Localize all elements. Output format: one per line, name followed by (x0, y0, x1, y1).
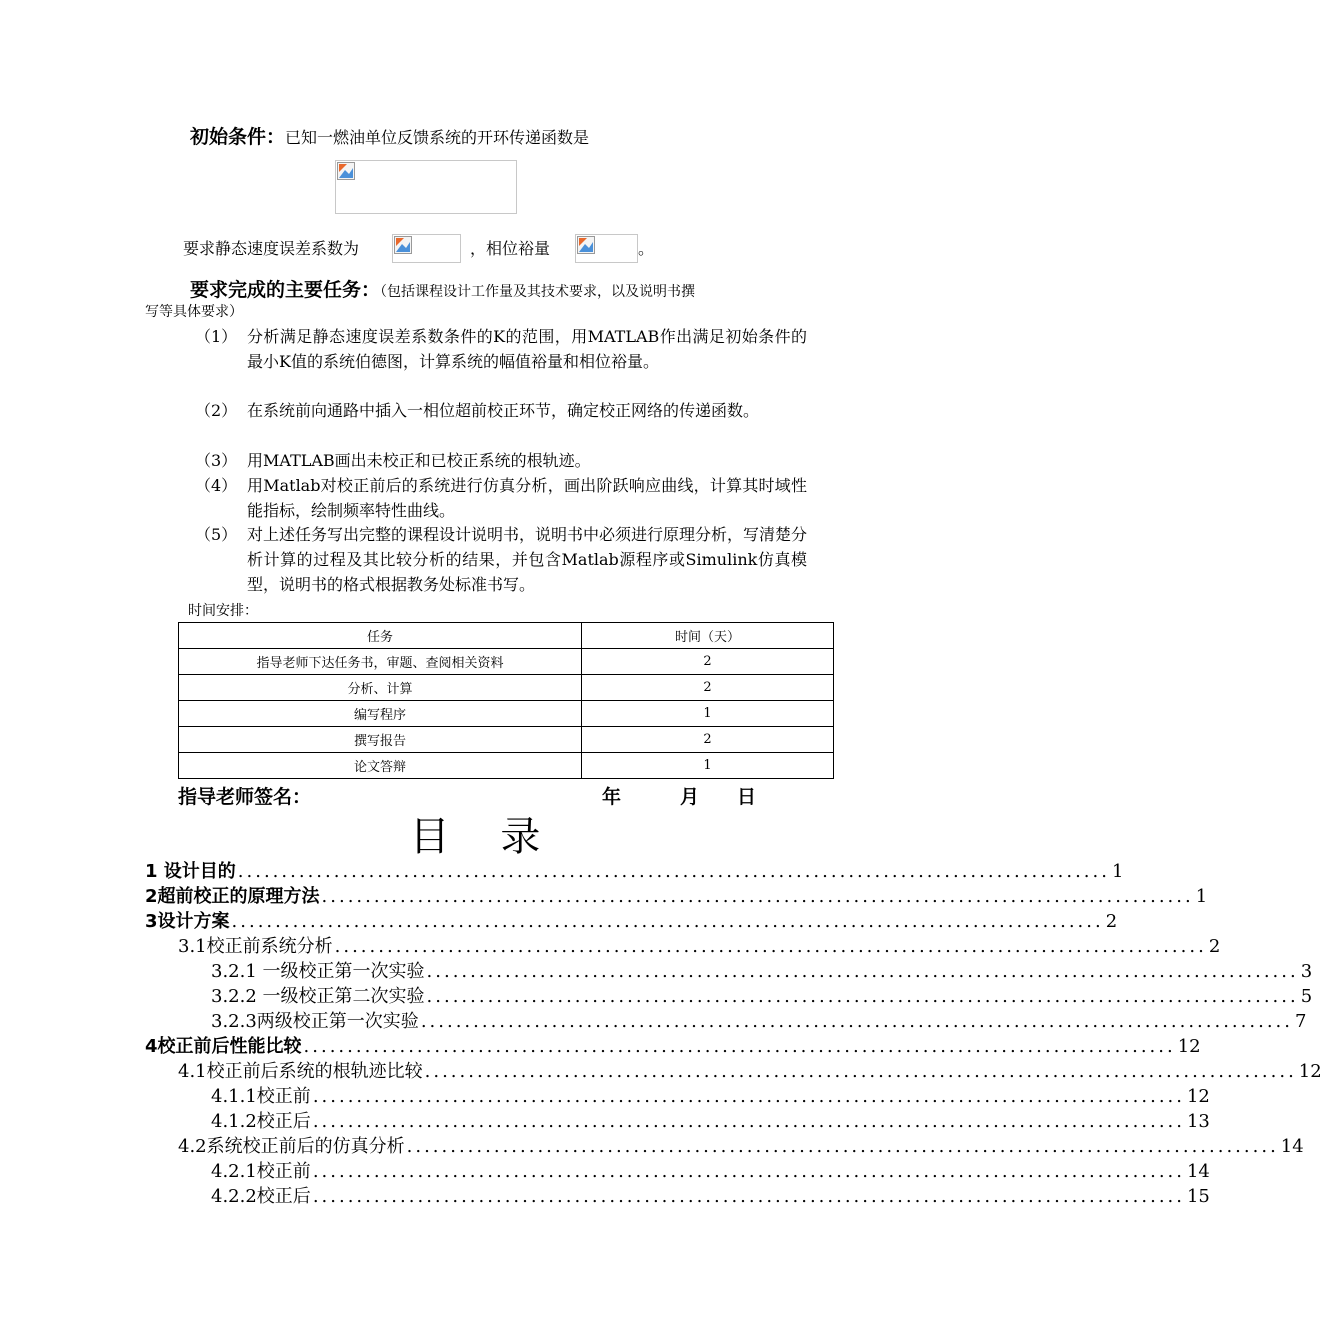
task-text: 分析满足静态速度误差系数条件的K的范围，用MATLAB作出满足初始条件的最小K值的系统伯德图，计算系统的幅值裕量和相位裕量。 (247, 327, 807, 371)
schedule-days-cell: 2 (582, 675, 834, 701)
broken-image-icon (577, 236, 595, 254)
toc-entry-page: 7 (1294, 1011, 1307, 1032)
toc-entry[interactable] (211, 1107, 1210, 1132)
tasks-heading (190, 275, 695, 302)
toc-dot-leader: .................................................................................................... (426, 961, 1299, 982)
toc-entry-page: 15 (1186, 1186, 1210, 1207)
toc-entry-page: 12 (1177, 1036, 1201, 1057)
phase-margin-image (575, 234, 638, 263)
initial-conditions-label: 初始条件： (190, 126, 286, 148)
task-number: （3） (195, 451, 238, 470)
schedule-label: 时间安排： (188, 603, 258, 619)
toc-dot-leader: .................................................................................................... (303, 1036, 1176, 1057)
toc-dot-leader: .................................................................................................... (334, 936, 1207, 957)
toc-title: 目 录 (409, 814, 541, 860)
toc-entry[interactable] (178, 1132, 1304, 1157)
toc-entry-label: 4校正前后性能比较 (145, 1036, 302, 1057)
tasks-heading-note: （包括课程设计工作量及其技术要求，以及说明书撰 (380, 284, 696, 300)
toc-entry[interactable] (211, 982, 1313, 1007)
schedule-days-cell: 2 (582, 649, 834, 675)
schedule-task-cell: 编写程序 (179, 701, 582, 727)
toc-entry[interactable] (145, 882, 1208, 907)
requirement-end: 。 (638, 239, 655, 258)
toc-entry-page: 13 (1186, 1111, 1210, 1132)
toc-entry-label: 4.2.2校正后 (211, 1186, 311, 1207)
schedule-header-row (179, 623, 834, 649)
task-text: 用Matlab对校正前后的系统进行仿真分析，画出阶跃响应曲线，计算其时域性能指标，绘制频率特性曲线。 (247, 476, 807, 520)
toc-dot-leader: .................................................................................................... (312, 1186, 1185, 1207)
toc-entry-page: 2 (1105, 911, 1118, 932)
toc-entry-page: 12 (1186, 1086, 1210, 1107)
toc-entry[interactable] (145, 857, 1124, 882)
toc-dot-leader: .................................................................................................... (237, 861, 1110, 882)
initial-conditions-text: 已知一燃油单位反馈系统的开环传递函数是 (285, 128, 590, 147)
toc-entry[interactable] (145, 1032, 1201, 1057)
schedule-days-cell: 2 (582, 727, 834, 753)
broken-image-icon (337, 162, 355, 180)
toc-entry-page: 2 (1208, 936, 1221, 957)
toc-entry[interactable] (211, 1157, 1210, 1182)
toc-entry[interactable] (211, 1182, 1210, 1207)
schedule-table (178, 622, 834, 779)
toc-entry-page: 3 (1300, 961, 1313, 982)
signature-month: 月 (680, 786, 700, 808)
schedule-header-days: 时间（天） (582, 623, 834, 649)
toc-entry-label: 2超前校正的原理方法 (145, 886, 320, 907)
schedule-task-cell: 撰写报告 (179, 727, 582, 753)
requirement-prefix: 要求静态速度误差系数为 (183, 239, 360, 258)
task-number: （1） (195, 327, 238, 346)
task-text: 用MATLAB画出未校正和已校正系统的根轨迹。 (247, 451, 591, 470)
toc-dot-leader: .................................................................................................... (321, 886, 1194, 907)
toc-entry-page: 5 (1300, 986, 1313, 1007)
table-row (179, 701, 834, 727)
toc-entry-label: 3.2.1 一级校正第一次实验 (211, 961, 425, 982)
toc-entry-page: 14 (1280, 1136, 1304, 1157)
toc-entry-label: 3设计方案 (145, 911, 230, 932)
signature-label: 指导老师签名： (178, 786, 312, 808)
schedule-days-cell: 1 (582, 753, 834, 779)
table-row (179, 727, 834, 753)
toc-entry-label: 4.2系统校正前后的仿真分析 (178, 1136, 405, 1157)
error-coefficient-image (392, 234, 461, 263)
toc-dot-leader: .................................................................................................... (424, 1061, 1297, 1082)
toc-entry-label: 4.2.1校正前 (211, 1161, 311, 1182)
task-number: （5） (195, 525, 238, 544)
task-number: （4） (195, 476, 238, 495)
schedule-task-cell: 指导老师下达任务书，审题、查阅相关资料 (179, 649, 582, 675)
toc-entry[interactable] (178, 932, 1221, 957)
table-row (179, 649, 834, 675)
initial-conditions-line (190, 125, 589, 150)
transfer-function-image (335, 160, 517, 214)
toc-entry-label: 4.1校正前后系统的根轨迹比较 (178, 1061, 423, 1082)
toc-entry[interactable] (145, 907, 1118, 932)
schedule-task-cell: 论文答辩 (179, 753, 582, 779)
broken-image-icon (394, 236, 412, 254)
toc-dot-leader: .................................................................................................... (231, 911, 1104, 932)
toc-entry[interactable] (211, 1007, 1307, 1032)
tasks-heading-label: 要求完成的主要任务： (190, 279, 381, 301)
schedule-header-task: 任务 (179, 623, 582, 649)
toc-entry-page: 1 (1111, 861, 1124, 882)
tasks-heading-note-cont: 写等具体要求） (145, 304, 243, 320)
table-row (179, 675, 834, 701)
task-text: 在系统前向通路中插入一相位超前校正环节，确定校正网络的传递函数。 (247, 401, 760, 420)
table-row (179, 753, 834, 779)
toc-entry[interactable] (211, 1082, 1210, 1107)
toc-entry-page: 12 (1298, 1061, 1322, 1082)
toc-entry-label: 4.1.2校正后 (211, 1111, 311, 1132)
toc-dot-leader: .................................................................................................... (406, 1136, 1279, 1157)
task-text: 对上述任务写出完整的课程设计说明书，说明书中必须进行原理分析，写清楚分析计算的过程及其比较分析的结果，并包含Matlab源程序或Simulink仿真模型，说明书的格式根据教务处标准书写。 (247, 525, 808, 594)
schedule-days-cell: 1 (582, 701, 834, 727)
toc-dot-leader: .................................................................................................... (312, 1161, 1185, 1182)
toc-entry-label: 1 设计目的 (145, 861, 236, 882)
toc-entry-label: 4.1.1校正前 (211, 1086, 311, 1107)
schedule-task-cell: 分析、计算 (179, 675, 582, 701)
toc-entry-label: 3.2.2 一级校正第二次实验 (211, 986, 425, 1007)
requirement-mid: ，相位裕量 (470, 239, 551, 258)
toc-entry[interactable] (178, 1057, 1322, 1082)
toc-entry-page: 1 (1195, 886, 1208, 907)
toc-entry-label: 3.2.3两级校正第一次实验 (211, 1011, 419, 1032)
toc-dot-leader: .................................................................................................... (312, 1111, 1185, 1132)
signature-year: 年 (602, 786, 622, 808)
toc-entry[interactable] (211, 957, 1313, 982)
toc-dot-leader: .................................................................................................... (426, 986, 1299, 1007)
toc-entry-page: 14 (1186, 1161, 1210, 1182)
task-number: （2） (195, 401, 238, 420)
signature-day: 日 (737, 786, 757, 808)
toc-dot-leader: .................................................................................................... (420, 1011, 1293, 1032)
toc-entry-label: 3.1校正前系统分析 (178, 936, 333, 957)
toc-dot-leader: .................................................................................................... (312, 1086, 1185, 1107)
